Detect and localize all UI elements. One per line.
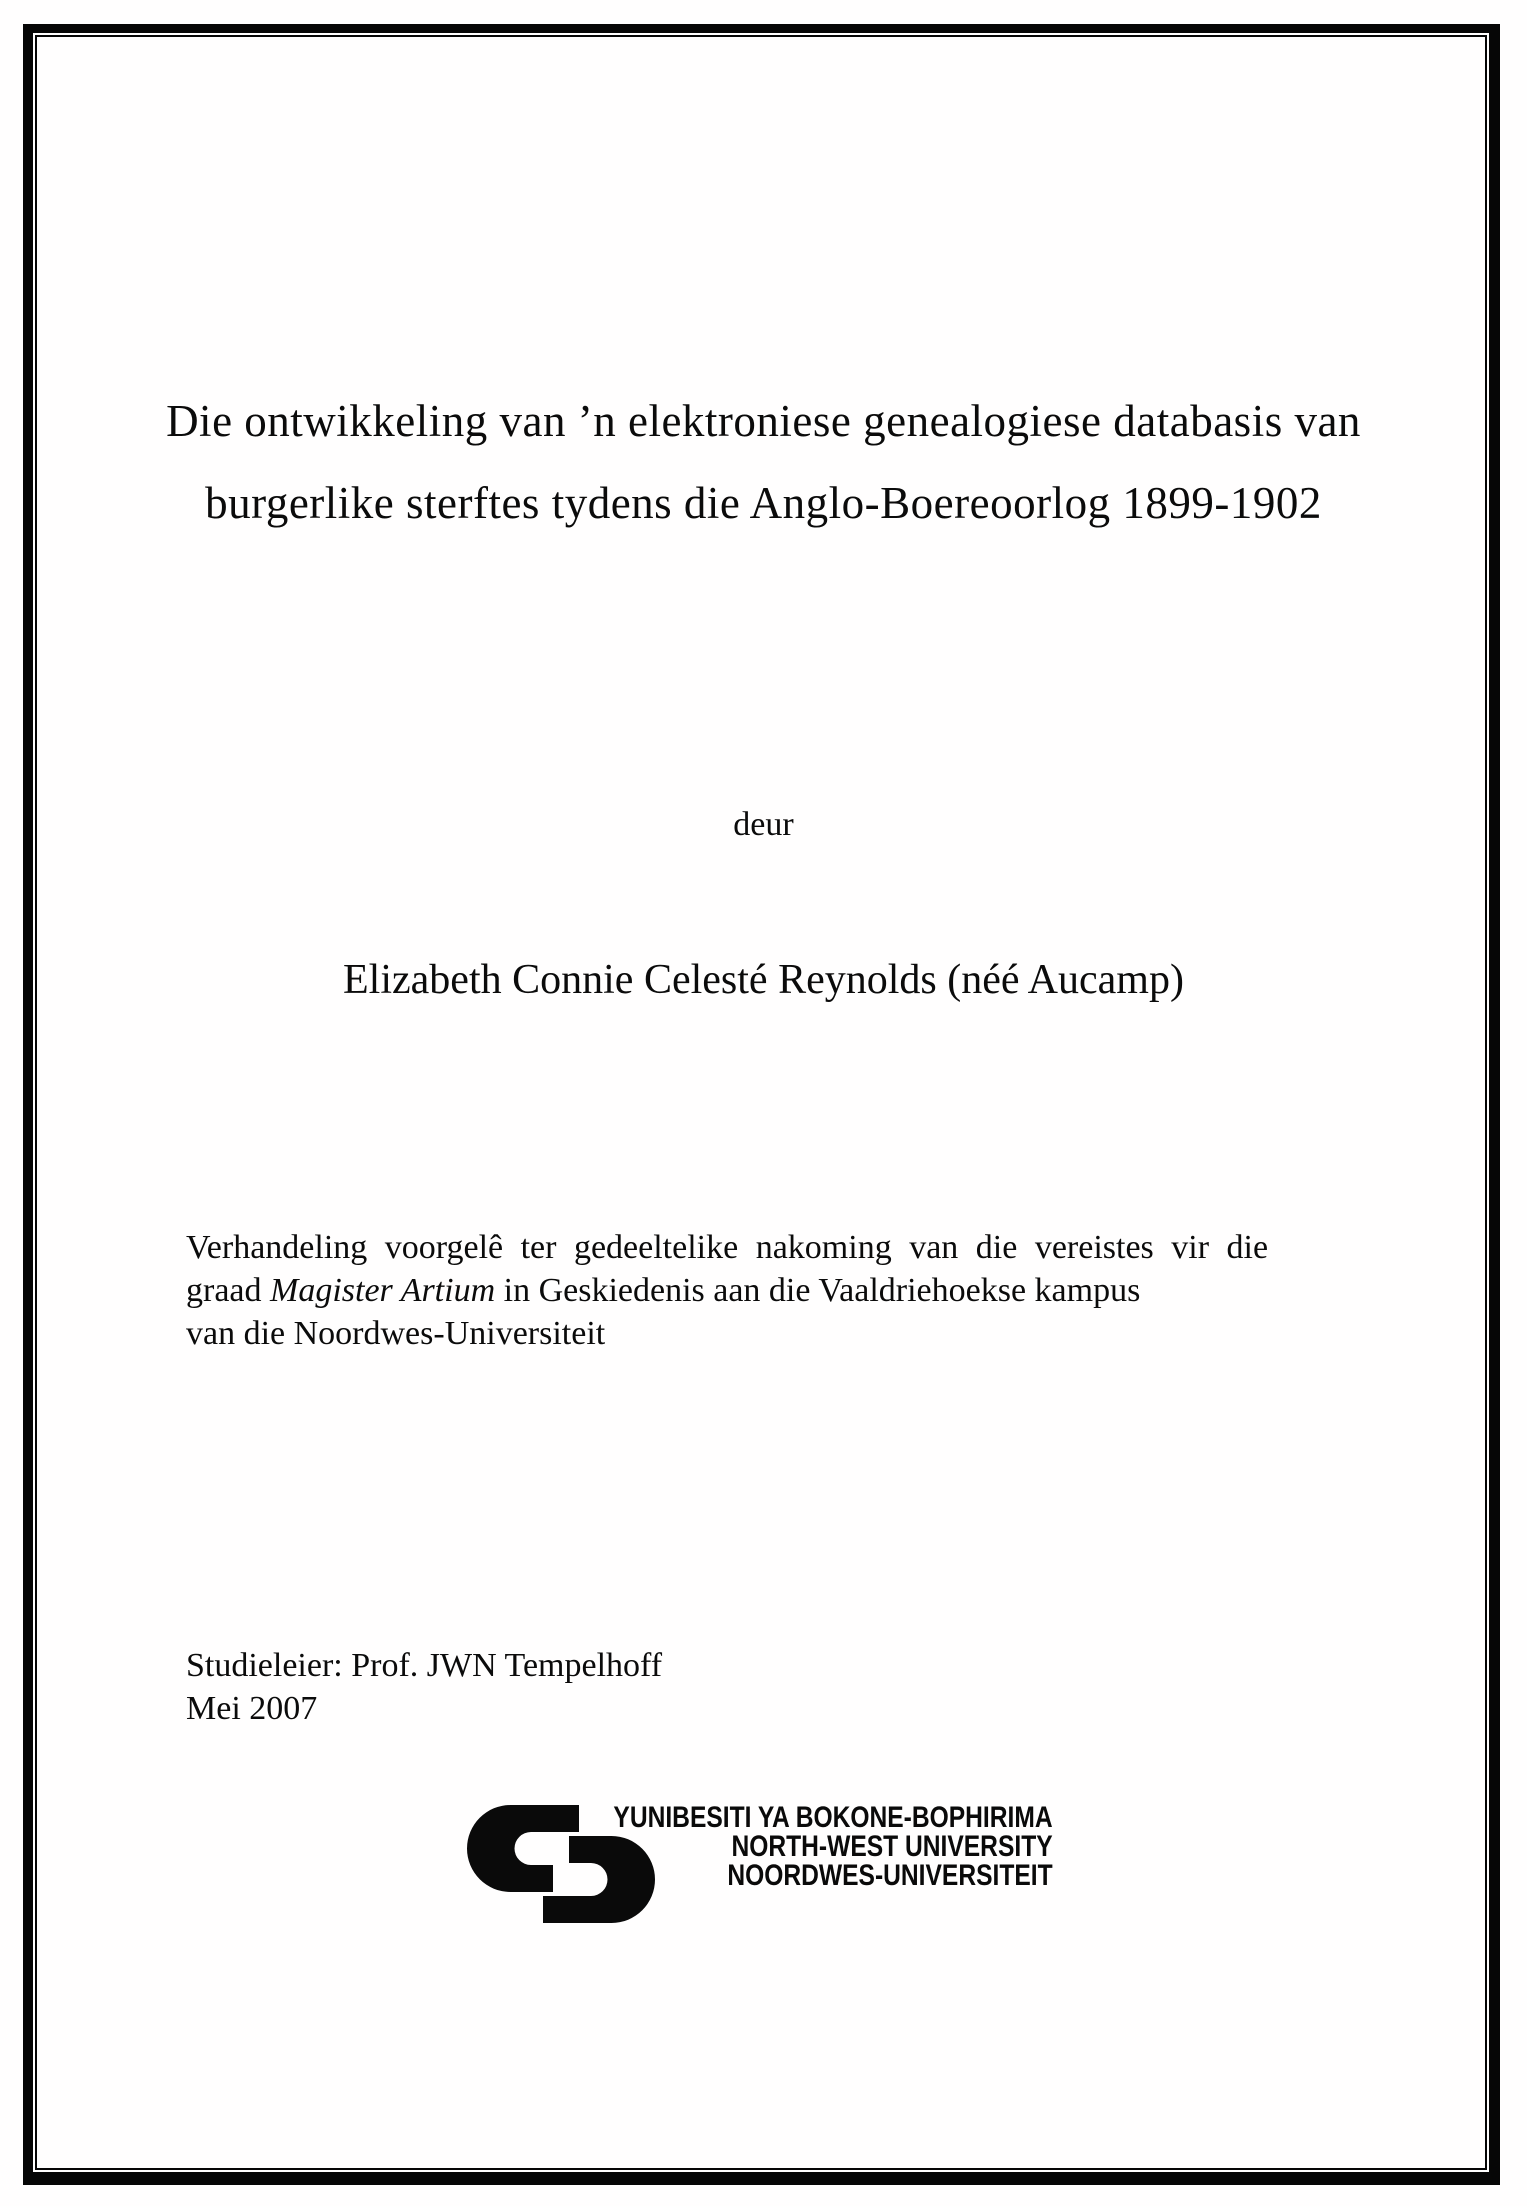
author-name: Elizabeth Connie Celesté Reynolds (néé Aucamp): [343, 957, 1184, 1003]
degree-name: Magister Artium: [270, 1272, 496, 1309]
title-line-1: Die ontwikkeling van ’n elektroniese genealogiese databasis van: [166, 396, 1361, 446]
logo-line-afrikaans: NOORDWES-UNIVERSITEIT: [727, 1859, 1053, 1892]
logo-line-setswana: YUNIBESITI YA BOKONE-BOPHIRIMA: [613, 1801, 1053, 1834]
byline: deur: [733, 806, 794, 843]
supervisor-line: Studieleier: Prof. JWN Tempelhoff: [186, 1647, 663, 1684]
degree-statement-line-1: Verhandeling voorgelê ter gedeeltelike nakoming van die vereistes vir die: [186, 1229, 1269, 1266]
logo-line-english: NORTH-WEST UNIVERSITY: [731, 1830, 1053, 1863]
degree-statement-line-2: [186, 1269, 1361, 1312]
university-logo-wordmark: [614, 1803, 1053, 1890]
title-line-2: burgerlike sterftes tydens die Anglo-Boereoorlog 1899-1902: [205, 477, 1322, 528]
degree-statement-line-2-post: in Geskiedenis aan die Vaaldriehoekse kampus: [503, 1272, 1141, 1309]
degree-statement-line-3: van die Noordwes-Universiteit: [186, 1315, 606, 1352]
supervisor-block: [186, 1644, 662, 1730]
degree-statement: [186, 1226, 1361, 1355]
degree-statement-line-2-pre: graad: [186, 1272, 262, 1309]
page-title: [0, 397, 1527, 527]
date-line: Mei 2007: [186, 1690, 318, 1727]
